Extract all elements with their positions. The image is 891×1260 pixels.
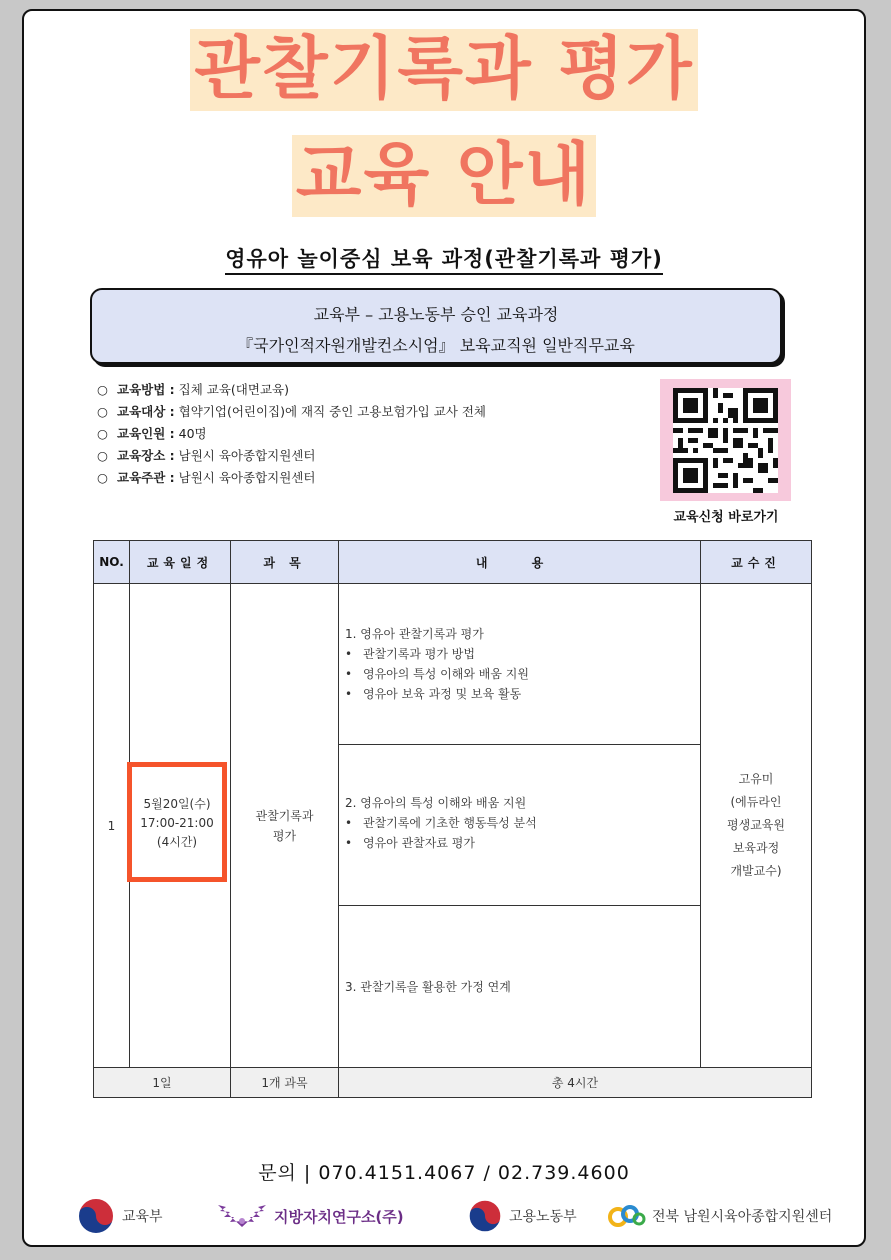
moe-logo: 교육부 [76, 1196, 163, 1236]
table-row [94, 584, 812, 745]
info-item-target: ○ 교육대상 : 협약기업(어린이집)에 재직 중인 고용보험가입 교사 전체 [97, 404, 486, 419]
footer-subjects: 1개 과목 [231, 1068, 339, 1098]
title-text-2: 교육 안내 [292, 135, 596, 217]
approval-line-2: 『국가인적자원개발컨소시엄』 보육교직원 일반직무교육 [237, 336, 635, 355]
info-item-method: ○ 교육방법 : 집체 교육(대면교육) [97, 382, 289, 397]
cell-no: 1 [94, 584, 130, 1068]
logo-bar [24, 1196, 864, 1236]
cell-instructor: 고유미 (에듀라인 평생교육원 보육과정 개발교수) [701, 584, 812, 1068]
list-item: • 관찰기록과 평가 방법 [345, 647, 475, 661]
header-instructor: 교수진 [701, 541, 812, 584]
footer-total: 총 4시간 [339, 1068, 812, 1098]
title-line-2 [24, 135, 864, 217]
cell-subject: 관찰기록과 평가 [231, 584, 339, 1068]
institute-logo: 지방자치연구소(주) [216, 1196, 404, 1236]
flyer-page [22, 9, 866, 1247]
list-item: • 영유아 관찰자료 평가 [345, 836, 475, 850]
date-text: 5월20일(수) 17:00-21:00 (4시간) [140, 797, 214, 849]
header-no: NO. [94, 541, 130, 584]
center-logo: 전북 남원시육아종합지원센터 [608, 1196, 832, 1236]
title-text-1: 관찰기록과 평가 [190, 29, 698, 111]
taegeuk-icon [76, 1196, 116, 1236]
approval-line-1: 교육부 – 고용노동부 승인 교육과정 [313, 305, 559, 324]
list-item: • 영유아 보육 과정 및 보육 활동 [345, 687, 522, 701]
footer-days: 1일 [94, 1068, 231, 1098]
header-content: 내 용 [339, 541, 701, 584]
wings-icon [216, 1201, 268, 1231]
cell-content-3: 3. 관찰기록을 활용한 가정 연계 [339, 906, 701, 1068]
info-item-organizer: ○ 교육주관 : 남원시 육아종합지원센터 [97, 470, 316, 485]
info-item-location: ○ 교육장소 : 남원시 육아종합지원센터 [97, 448, 316, 463]
list-item: • 영유아의 특성 이해와 배움 지원 [345, 667, 529, 681]
cell-content-2: 2. 영유아의 특성 이해와 배움 지원 • 관찰기록에 기초한 행동특성 분석 • 영유아 관찰자료 평가 [339, 745, 701, 906]
center-emblem-icon [608, 1202, 646, 1230]
table-footer-row [94, 1068, 812, 1098]
course-subtitle: 영유아 놀이중심 보육 과정(관찰기록과 평가) [24, 243, 864, 273]
header-date: 교육일정 [130, 541, 231, 584]
cell-content-1: 1. 영유아 관찰기록과 평가 • 관찰기록과 평가 방법 • 영유아의 특성 이해와 배움 지원 • 영유아 보육 과정 및 보육 활동 [339, 584, 701, 745]
qr-code[interactable] [660, 379, 791, 501]
approval-box [90, 288, 782, 364]
info-item-capacity: ○ 교육인원 : 40명 [97, 426, 207, 441]
qr-code-icon [673, 388, 778, 493]
header-subject: 과 목 [231, 541, 339, 584]
title-line-1 [24, 29, 864, 111]
qr-caption[interactable]: 교육신청 바로가기 [673, 510, 779, 525]
list-item: • 관찰기록에 기초한 행동특성 분석 [345, 816, 537, 830]
table-header-row [94, 541, 812, 584]
course-info-list [97, 379, 486, 489]
taegeuk-icon [467, 1198, 503, 1234]
contact-info: 문의 | 070.4151.4067 / 02.739.4600 [258, 1162, 630, 1184]
mol-logo: 고용노동부 [467, 1196, 577, 1236]
